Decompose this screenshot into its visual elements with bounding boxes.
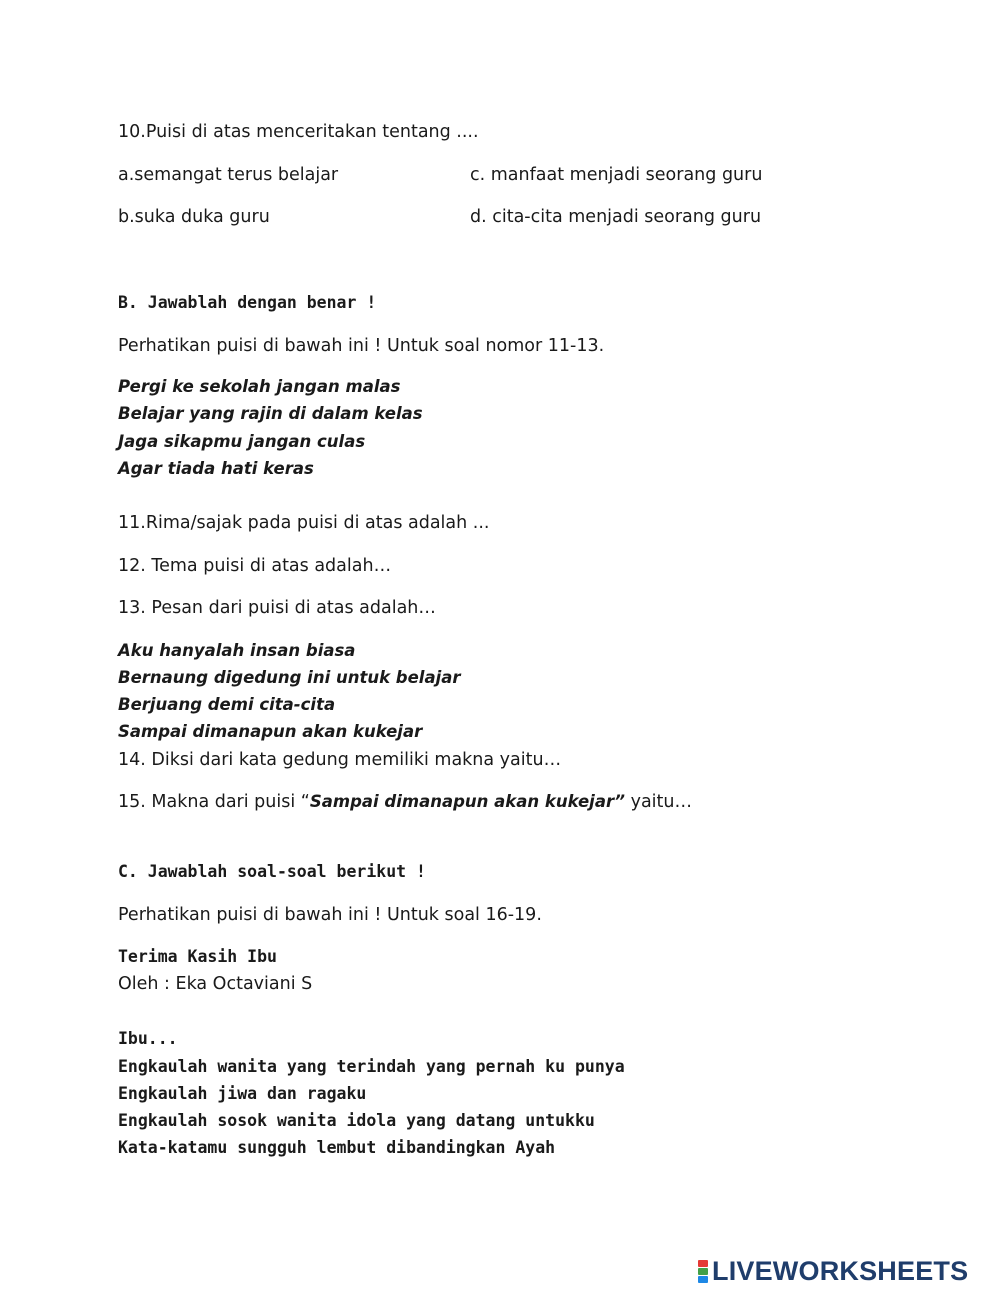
- liveworksheets-logo-text: LIVEWORKSHEETS: [712, 1255, 969, 1286]
- poem2-line: Berjuang demi cita-cita: [118, 695, 336, 714]
- question-10: 10.Puisi di atas menceritakan tentang ....: [118, 122, 479, 142]
- poem3-line: Engkaulah wanita yang terindah yang pernah ku punya: [118, 1057, 625, 1076]
- option-d: d. cita-cita menjadi seorang guru: [470, 207, 762, 227]
- poem3-title: Terima Kasih Ibu: [118, 947, 277, 966]
- question-15-quote: Sampai dimanapun akan kukejar”: [309, 792, 626, 811]
- question-12: 12. Tema puisi di atas adalah…: [118, 556, 392, 576]
- poem3-line: Ibu...: [118, 1029, 178, 1048]
- poem3-author: Oleh : Eka Octaviani S: [118, 974, 313, 994]
- question-15-prefix: 15. Makna dari puisi “: [118, 792, 310, 812]
- poem1-line: Agar tiada hati keras: [118, 459, 314, 478]
- poem3-line: Engkaulah sosok wanita idola yang datang untukku: [118, 1111, 595, 1130]
- question-15-suffix: yaitu…: [625, 792, 692, 812]
- section-b-heading: B. Jawablah dengan benar !: [118, 293, 377, 312]
- question-13: 13. Pesan dari puisi di atas adalah…: [118, 598, 436, 618]
- liveworksheets-logo-icon: [698, 1260, 708, 1283]
- question-11: 11.Rima/sajak pada puisi di atas adalah ...: [118, 513, 490, 533]
- liveworksheets-logo: [698, 1257, 968, 1285]
- poem2-line: Sampai dimanapun akan kukejar: [118, 722, 423, 741]
- question-14: 14. Diksi dari kata gedung memiliki makna yaitu…: [118, 750, 562, 770]
- question-15: [118, 791, 692, 813]
- poem3-line: Engkaulah jiwa dan ragaku: [118, 1084, 367, 1103]
- poem1-line: Jaga sikapmu jangan culas: [118, 432, 366, 451]
- section-c-instruction: Perhatikan puisi di bawah ini ! Untuk soal 16-19.: [118, 905, 542, 925]
- option-a: a.semangat terus belajar: [118, 165, 339, 185]
- poem2-line: Bernaung digedung ini untuk belajar: [118, 668, 461, 687]
- section-b-instruction: Perhatikan puisi di bawah ini ! Untuk soal nomor 11-13.: [118, 336, 605, 356]
- poem1-line: Belajar yang rajin di dalam kelas: [118, 404, 423, 423]
- poem3-line: Kata-katamu sungguh lembut dibandingkan Ayah: [118, 1138, 556, 1157]
- poem1-line: Pergi ke sekolah jangan malas: [118, 377, 401, 396]
- poem2-line: Aku hanyalah insan biasa: [118, 641, 356, 660]
- option-c: c. manfaat menjadi seorang guru: [470, 165, 763, 185]
- section-c-heading: C. Jawablah soal-soal berikut !: [118, 862, 426, 881]
- option-b: b.suka duka guru: [118, 207, 270, 227]
